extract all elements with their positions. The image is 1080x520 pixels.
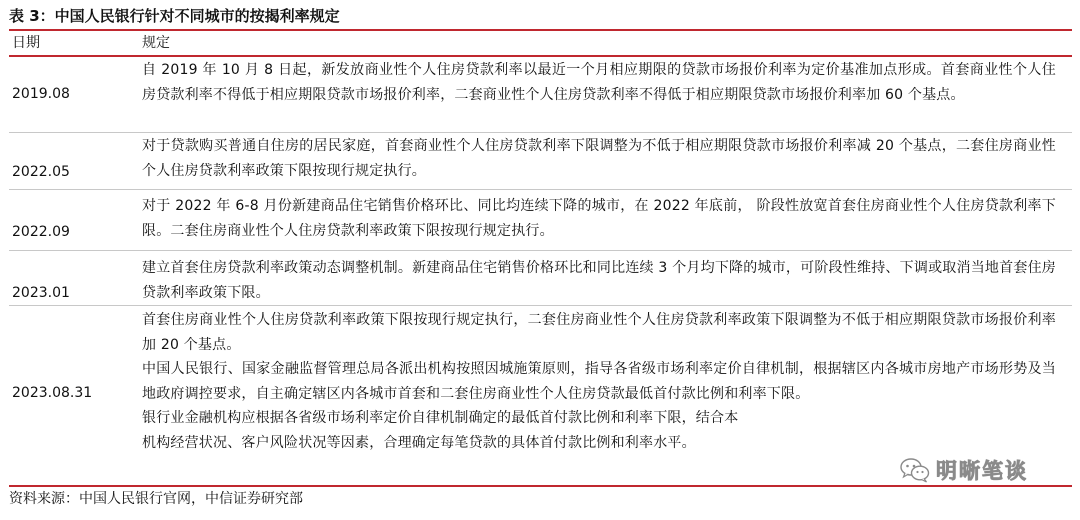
rule-paragraph: 银行业金融机构应根据各省级市场利率定价自律机制确定的最低首付款比例和利率下限，结合本	[142, 410, 739, 426]
rule-paragraph: 自 2019 年 10 月 8 日起，新发放商业性个人住房贷款利率以最近一个月相应期限的贷款市场报价利率为定价基准加点形成。首套商业性个人住房贷款利率不得低于相应期限贷款市场报价利率，二套商业性个人住房贷款利率不得低于相应期限贷款市场报价利率加 60 个基点。	[142, 62, 1056, 103]
table-row	[9, 134, 1072, 190]
header-rule: 规定	[142, 35, 170, 51]
row-rule-text	[142, 134, 1056, 183]
row-rule-text	[142, 58, 1056, 107]
row-date: 2019.08	[12, 86, 70, 102]
row-divider	[9, 250, 1072, 251]
rule-paragraph: 中国人民银行、国家金融监督管理总局各派出机构按照因城施策原则，指导各省级市场利率定价自律机制，根据辖区内各城市房地产市场形势及当地政府调控要求，自主确定辖区内各城市首套和二套住房商业性个人住房贷款最低首付款比例和利率下限。	[142, 361, 1056, 402]
row-date: 2023.01	[12, 285, 70, 301]
wechat-icon	[900, 457, 930, 483]
header-date: 日期	[12, 35, 40, 51]
header-rule-line	[9, 55, 1072, 57]
rule-paragraph: 对于 2022 年 6-8 月份新建商品住宅销售价格环比、同比均连续下降的城市，在 2022 年底前， 阶段性放宽首套住房商业性个人住房贷款利率下限。二套住房商业性个人住房贷款利率政策下限按现行规定执行。	[142, 198, 1056, 239]
row-rule-text	[142, 194, 1056, 243]
row-divider	[9, 305, 1072, 306]
source-note: 资料来源：中国人民银行官网，中信证券研究部	[9, 491, 303, 507]
table-row	[9, 58, 1072, 130]
table-title: 表 3：中国人民银行针对不同城市的按揭利率规定	[9, 7, 340, 25]
row-divider	[9, 189, 1072, 190]
table-row	[9, 256, 1072, 306]
table-header	[9, 32, 1072, 54]
rule-paragraph: 对于贷款购买普通自住房的居民家庭，首套商业性个人住房贷款利率下限调整为不低于相应期限贷款市场报价利率减 20 个基点，二套住房商业性个人住房贷款利率政策下限按现行规定执行。	[142, 138, 1056, 179]
rule-paragraph: 机构经营状况、客户风险状况等因素，合理确定每笔贷款的具体首付款比例和利率水平。	[142, 434, 696, 451]
row-divider	[9, 132, 1072, 133]
title-rule	[9, 29, 1072, 31]
watermark-text: 明晰笔谈	[936, 459, 1028, 483]
rule-paragraph: 首套住房商业性个人住房贷款利率政策下限按现行规定执行，二套住房商业性个人住房贷款利率政策下限调整为不低于相应期限贷款市场报价利率加 20 个基点。	[142, 312, 1056, 353]
watermark	[900, 455, 1028, 485]
row-date: 2023.08.31	[12, 385, 93, 401]
rule-paragraph: 建立首套住房贷款利率政策动态调整机制。新建商品住宅销售价格环比和同比连续 3 个月均下降的城市，可阶段性维持、下调或取消当地首套住房贷款利率政策下限。	[142, 260, 1056, 301]
table-row	[9, 194, 1072, 248]
row-date: 2022.09	[12, 224, 70, 240]
row-rule-text	[142, 308, 1056, 455]
row-date: 2022.05	[12, 164, 70, 180]
row-rule-text	[142, 256, 1056, 305]
table-bottom-rule	[9, 485, 1072, 487]
